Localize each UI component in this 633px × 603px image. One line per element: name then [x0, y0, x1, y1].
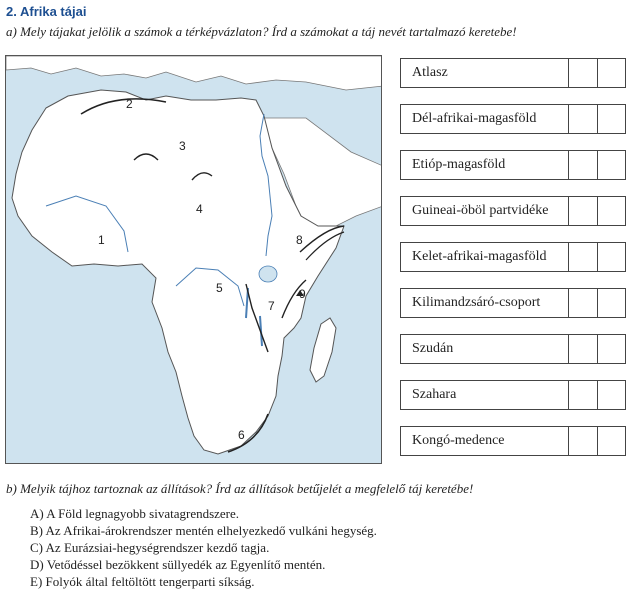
map-label-5: 5: [216, 281, 223, 295]
region-name: Guineai-öböl partvidéke: [401, 197, 569, 225]
region-name: Etióp-magasföld: [401, 151, 569, 179]
region-box: [400, 150, 626, 180]
madagascar-landmass: [310, 318, 336, 382]
statement-c: C) Az Eurázsiai-hegységrendszer kezdő tagja.: [30, 540, 270, 555]
region-box: [400, 380, 626, 410]
region-name: Dél-afrikai-magasföld: [401, 105, 569, 133]
answer-number-cell[interactable]: [569, 289, 597, 317]
answer-letter-cell[interactable]: [597, 381, 625, 409]
statement-list: [30, 505, 377, 590]
region-name: Atlasz: [401, 59, 569, 87]
answer-letter-cell[interactable]: [597, 105, 625, 133]
africa-map-svg: [6, 56, 382, 464]
answer-number-cell[interactable]: [569, 427, 597, 455]
map-label-9: 9: [299, 287, 306, 301]
answer-letter-cell[interactable]: [597, 289, 625, 317]
answer-letter-cell[interactable]: [597, 197, 625, 225]
statement-e: E) Folyók által feltöltött tengerparti síkság.: [30, 574, 255, 589]
europe-landmass: [6, 56, 382, 90]
africa-map: [5, 55, 382, 464]
answer-letter-cell[interactable]: [597, 427, 625, 455]
answer-letter-cell[interactable]: [597, 243, 625, 271]
region-box: [400, 334, 626, 364]
region-name: Kilimandzsáró-csoport: [401, 289, 569, 317]
region-name: Kelet-afrikai-magasföld: [401, 243, 569, 271]
region-box: [400, 58, 626, 88]
region-name: Szahara: [401, 381, 569, 409]
statement-a: A) A Föld legnagyobb sivatagrendszere.: [30, 506, 240, 521]
region-name: Kongó-medence: [401, 427, 569, 455]
region-name: Szudán: [401, 335, 569, 363]
answer-number-cell[interactable]: [569, 335, 597, 363]
map-label-7: 7: [268, 299, 275, 313]
exercise-title: 2. Afrika tájai: [6, 4, 87, 19]
statement-b: B) Az Afrikai-árokrendszer mentén elhelyezkedő vulkáni hegység.: [30, 523, 377, 538]
question-b: b) Melyik tájhoz tartoznak az állítások? Írd az állítások betűjelét a megfelelő táj keretébe!: [6, 481, 474, 496]
region-box: [400, 104, 626, 134]
answer-number-cell[interactable]: [569, 151, 597, 179]
region-box: [400, 288, 626, 318]
answer-letter-cell[interactable]: [597, 151, 625, 179]
answer-letter-cell[interactable]: [597, 335, 625, 363]
lake-victoria: [259, 266, 277, 282]
map-label-6: 6: [238, 428, 245, 442]
answer-number-cell[interactable]: [569, 105, 597, 133]
map-label-1: 1: [98, 233, 105, 247]
answer-letter-cell[interactable]: [597, 59, 625, 87]
region-box: [400, 196, 626, 226]
map-label-3: 3: [179, 139, 186, 153]
answer-number-cell[interactable]: [569, 197, 597, 225]
region-box: [400, 242, 626, 272]
answer-number-cell[interactable]: [569, 59, 597, 87]
map-label-4: 4: [196, 202, 203, 216]
question-a: a) Mely tájakat jelölik a számok a térképvázlaton? Írd a számokat a táj nevét tartalmazó keretebe!: [6, 24, 517, 39]
map-label-2: 2: [126, 97, 133, 111]
answer-number-cell[interactable]: [569, 381, 597, 409]
region-box: [400, 426, 626, 456]
answer-number-cell[interactable]: [569, 243, 597, 271]
map-label-8: 8: [296, 233, 303, 247]
statement-d: D) Vetődéssel bezökkent süllyedék az Egyenlítő mentén.: [30, 557, 326, 572]
